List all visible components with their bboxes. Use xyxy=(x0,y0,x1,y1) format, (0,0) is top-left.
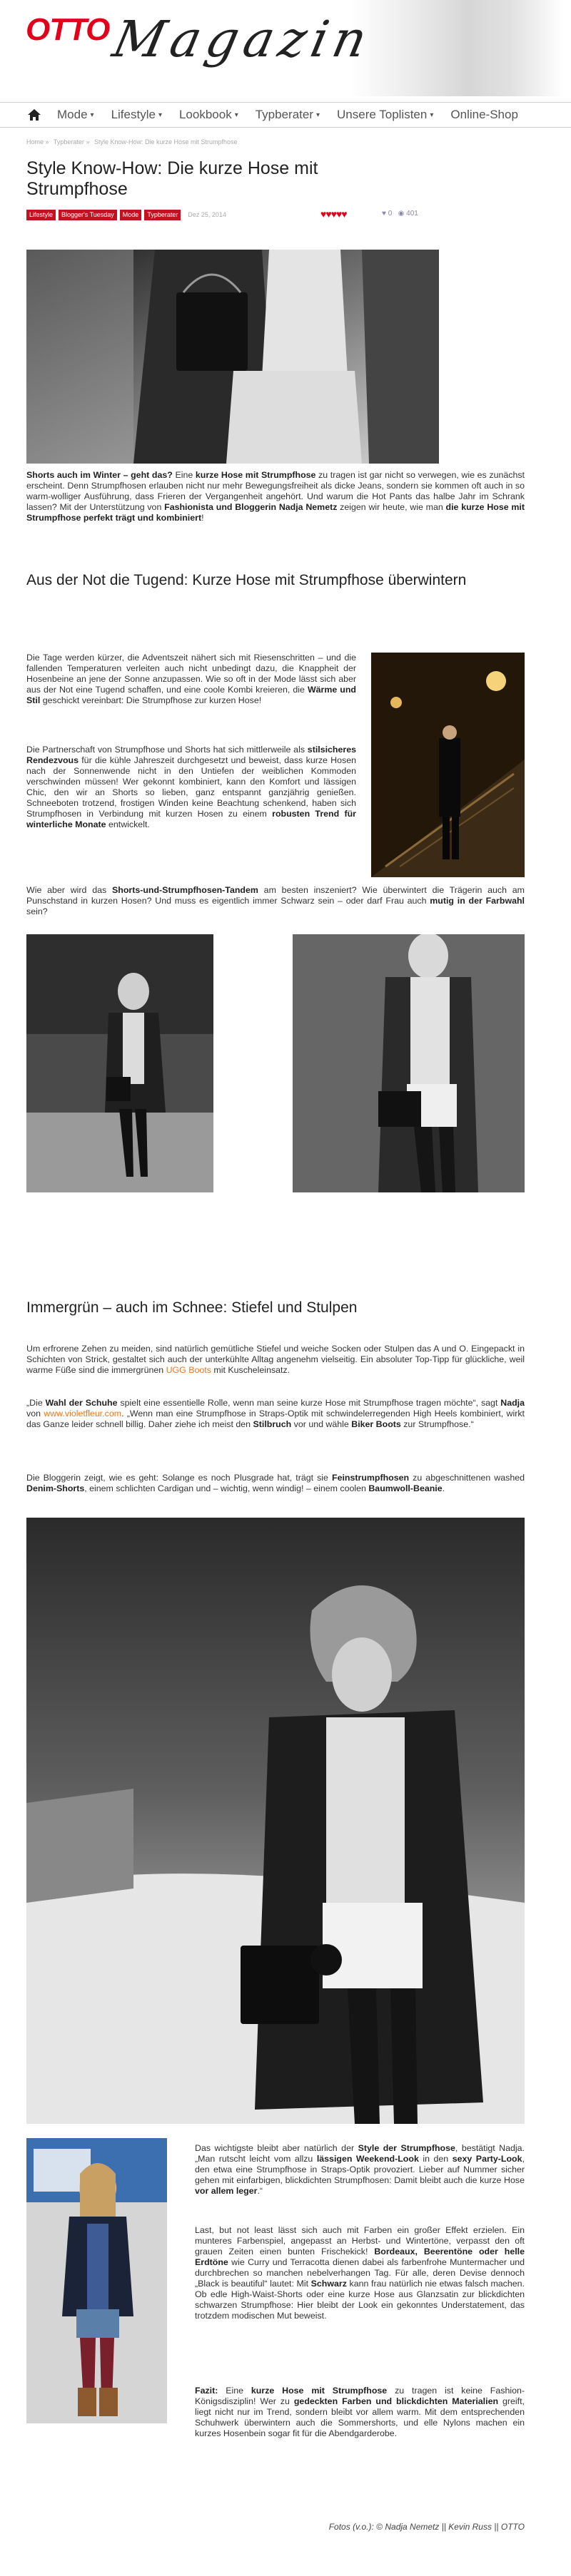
nav-label: Mode xyxy=(57,108,88,121)
emphasis-text: gedeckten Farben und blickdichten Materialien xyxy=(293,2396,499,2406)
emphasis-text: Shorts auch im Winter – geht das? xyxy=(26,470,173,480)
emphasis-text: Biker Boots xyxy=(351,1419,401,1429)
chevron-down-icon: ▾ xyxy=(234,111,238,119)
emphasis-text: kurze Hose mit Strumpfhose xyxy=(251,2386,388,2396)
otto-logo[interactable]: OTTO xyxy=(26,12,110,47)
nav-item-lookbook[interactable] xyxy=(171,103,247,127)
emphasis-text: Nadja xyxy=(500,1398,525,1408)
emphasis-text: kurze Hose mit Strumpfhose xyxy=(195,470,316,480)
article-title: Style Know-How: Die kurze Hose mit Strumpfhose xyxy=(26,158,318,199)
emphasis-text: robusten Trend für winterliche Monate xyxy=(26,809,356,829)
section-heading-2: Immergrün – auch im Schnee: Stiefel und Stulpen xyxy=(26,1299,358,1316)
publish-date: Dez 25, 2014 xyxy=(188,211,226,218)
nav-item-mode[interactable] xyxy=(49,103,103,127)
paragraph-7: Das wichtigste bleibt aber natürlich der Style der Strumpfhose, bestätigt Nadja. „Man rutscht leicht vom allzu lässigen Weekend-Look in den sexy Party-Look, den etwa eine Strumpfhose in Straps-Optik provoziert. Lieber auf Nummer sicher gehen mit einfarbigen, blickdichten Strumpfhosen: Damit bleibt auch die kurze Hose vor allem leger.“ xyxy=(195,2143,525,2196)
emphasis-text: Denim-Shorts xyxy=(26,1483,85,1493)
hero-photo xyxy=(26,250,439,464)
nav-label: Typberater xyxy=(255,108,313,121)
emphasis-text: vor allem leger xyxy=(195,2186,258,2196)
emphasis-text: Wahl der Schuhe xyxy=(45,1398,118,1408)
emphasis-text: Baumwoll-Beanie xyxy=(368,1483,443,1493)
emphasis-text: Wärme und Stil xyxy=(26,685,357,705)
emphasis-text: Stilbruch xyxy=(253,1419,292,1429)
emphasis-text: lässigen Weekend-Look xyxy=(316,2154,419,2164)
eye-icon: ◉ xyxy=(398,210,405,218)
inline-link[interactable]: UGG Boots xyxy=(166,1365,211,1375)
paragraph-2: Die Partnerschaft von Strumpfhose und Shorts hat sich mittlerweile als stilsicheres Rendezvous für die kühle Jahreszeit durchgesetzt und beweist, dass kurze Hosen nach der Sonnenwende nicht in den Untiefen der weiblichen Kommoden verschwinden müssen! Wer gekonnt kombiniert, kann den Komfort und lässigen Chic, den wir an Shorts so lieben, ganz entspannt ganzjährig genießen. Schneeboten trotzend, frostigen Winden keine Beachtung schenkend, haben sich Strumpfhosen in Verbindung mit kurzen Hosen zu einem robusten Trend für winterliche Monate entwickelt. xyxy=(26,745,356,829)
main-nav xyxy=(0,102,571,128)
emphasis-text: sexy Party-Look xyxy=(452,2154,522,2164)
chevron-down-icon: ▾ xyxy=(430,111,434,119)
tag-bloggers-tuesday[interactable]: Blogger's Tuesday xyxy=(59,210,117,220)
view-count: 401 xyxy=(406,210,418,218)
breadcrumb-separator: » xyxy=(86,138,90,145)
magazin-wordmark[interactable]: Magazin xyxy=(108,10,378,68)
staircase-photo xyxy=(371,653,525,877)
paragraph-3: Wie aber wird das Shorts-und-Strumpfhosen-Tandem am besten inszeniert? Wie überwintert die Trägerin auch am Punschstand in kurzen Hosen? Und muss es eigentlich immer Schwarz sein – oder darf Frau auch mutig in der Farbwahl sein? xyxy=(26,885,525,916)
paragraph-8: Last, but not least lässt sich auch mit Farben ein großer Effekt erzielen. Ein munteres Farbenspiel, angepasst an Herbst- und Wintertöne, verpasst den oft grauen Zeiten einen bunten Frischekick! Bordeaux, Beerentöne oder helle Erdtöne wie Curry und Terracotta dienen dabei als farbenfrohe Muntermacher und durchbrechen so manchen nebelverhangen Tag. Für alle, deren Devise dennoch „Black is beautiful“ lautet: Mit Schwarz kann frau natürlich nie etwas falsch machen. Ob edle High-Waist-Shorts oder eine kurze Hose aus Glanzsatin zur blickdichten schwarzen Strumpfhose: Hier bleibt der Look ein gekonntes Understatement, das trotzdem modischen Mut beweist. xyxy=(195,2225,525,2321)
rating-hearts[interactable]: ♥♥♥♥♥ xyxy=(320,208,347,220)
emphasis-text: Feinstrumpfhosen xyxy=(332,1473,410,1483)
like-count: 0 xyxy=(388,210,393,218)
nav-item-online-shop[interactable] xyxy=(442,103,527,127)
header-models-image xyxy=(350,0,564,96)
site-header xyxy=(0,0,571,103)
article-meta xyxy=(26,209,555,220)
tag-typberater[interactable]: Typberater xyxy=(144,210,181,220)
emphasis-text: Fashionista und Bloggerin Nadja Nemetz xyxy=(164,502,338,512)
like-icon[interactable]: ♥ xyxy=(382,210,386,218)
emphasis-text: stilsicheres Rendezvous xyxy=(26,745,356,765)
paragraph-6: Die Bloggerin zeigt, wie es geht: Solange es noch Plusgrade hat, trägt sie Feinstrumpfhosen zu abgeschnittenen washed Denim-Shorts, einem schlichten Cardigan und – wichtig, wenn windig! – einem coolen Baumwoll-Beanie. xyxy=(26,1473,525,1493)
color-outfit-photo xyxy=(26,2138,167,2423)
photo-credits: Fotos (v.o.): © Nadja Nemetz || Kevin Russ || OTTO xyxy=(328,2522,525,2532)
chevron-down-icon: ▾ xyxy=(90,111,94,119)
tag-lifestyle[interactable]: Lifestyle xyxy=(26,210,56,220)
home-icon[interactable] xyxy=(20,103,49,127)
article-stats xyxy=(382,210,418,218)
breadcrumb-home[interactable]: Home xyxy=(26,138,44,145)
chevron-down-icon: ▾ xyxy=(158,111,162,119)
emphasis-text: mutig in der Farbwahl xyxy=(430,896,525,906)
emphasis-text: Style der Strumpfhose xyxy=(358,2143,455,2153)
intro-paragraph: Shorts auch im Winter – geht das? Eine kurze Hose mit Strumpfhose zu tragen ist gar nicht so verwegen, wie es zunächst erscheint. Denn Strumpfhosen erlauben nicht nur mehr Bewegungsfreiheit als dicke Jeans, sondern sie kommen oft auch in so warm-wolliger Ausführung, dass Frieren der Vergangenheit angehört. Und warum die Hot Pants das halbe Jahr im Schrank lassen? Mit der Unterstützung von Fashionista und Bloggerin Nadja Nemetz zeigen wir heute, wie man die kurze Hose mit Strumpfhose perfekt trägt und kombiniert! xyxy=(26,470,525,523)
snow-outfit-photo xyxy=(26,1518,525,2124)
emphasis-text: die kurze Hose mit Strumpfhose perfekt trägt und kombiniert xyxy=(26,502,525,523)
nav-label: Online-Shop xyxy=(450,108,518,121)
breadcrumb-separator: » xyxy=(45,138,49,145)
emphasis-text: Bordeaux, Beerentöne oder helle Erdtöne xyxy=(195,2247,525,2267)
nav-label: Lookbook xyxy=(178,108,232,121)
nav-label: Unsere Toplisten xyxy=(337,108,428,121)
paragraph-5: „Die Wahl der Schuhe spielt eine essentielle Rolle, wenn man seine kurze Hose mit Strumpfhose tragen möchte“, sagt Nadja von www.violetfleur.com. „Wenn man eine Strumpfhose in Straps-Optik mit schwindelerregenden High Heels kombiniert, wirkt das Ganze leider schnell billig. Daher ziehe ich meist den Stilbruch vor und wähle Biker Boots zur Strumpfhose.“ xyxy=(26,1398,525,1429)
breadcrumb-typberater[interactable]: Typberater xyxy=(53,138,84,145)
nav-item-typberater[interactable] xyxy=(247,103,328,127)
nav-item-toplisten[interactable] xyxy=(328,103,442,127)
tag-mode[interactable]: Mode xyxy=(120,210,142,220)
section-heading-1: Aus der Not die Tugend: Kurze Hose mit Strumpfhose überwintern xyxy=(26,572,467,588)
outfit-photo-left xyxy=(26,934,213,1192)
emphasis-text: Fazit: xyxy=(195,2386,218,2396)
nav-item-lifestyle[interactable] xyxy=(103,103,171,127)
nav-label: Lifestyle xyxy=(111,108,156,121)
breadcrumb-current: Style Know-How: Die kurze Hose mit Strumpfhose xyxy=(94,138,238,145)
chevron-down-icon: ▾ xyxy=(316,111,320,119)
outfit-photo-right xyxy=(293,934,525,1192)
inline-link[interactable]: www.violetfleur.com xyxy=(44,1409,122,1419)
paragraph-9: Fazit: Eine kurze Hose mit Strumpfhose zu tragen ist keine Fashion-Königsdisziplin! Wer zu gedeckten Farben und blickdichten Materialien greift, liegt nicht nur im Trend, sondern bleibt vor allem warm. Mit dem entsprechenden Schuhwerk überwintern auch die Sommershorts, und elle Nylons machen ein kurzes Hosenbein sogar fit für die Abendgarderobe. xyxy=(195,2386,525,2438)
paragraph-4: Um erfrorene Zehen zu meiden, sind natürlich gemütliche Stiefel und weiche Socken oder Stulpen das A und O. Eingepackt in Schichten von Strick, gestaltet sich auch der unterkühlte Alltag angenehm vielseitig. Ein absoluter Top-Tipp für glückliche, weil warme Füße sind die immergrünen UGG Boots mit Kuscheleinsatz. xyxy=(26,1344,525,1375)
emphasis-text: Shorts-und-Strumpfhosen-Tandem xyxy=(111,885,258,895)
breadcrumb xyxy=(26,138,241,145)
paragraph-1: Die Tage werden kürzer, die Adventszeit nähert sich mit Riesenschritten – und die fallenden Temperaturen verleiten auch nicht unbedingt dazu, die Knappheit der Hosenbeine an jene der Sonne anzupassen. Wie so oft in der Mode lässt sich aber aus der Not eine Tugend schaffen, und eine coole Kombi kreieren, die Wärme und Stil geschickt vereinbart: Die Strumpfhose zur kurzen Hose! xyxy=(26,653,357,705)
emphasis-text: Schwarz xyxy=(310,2279,347,2289)
